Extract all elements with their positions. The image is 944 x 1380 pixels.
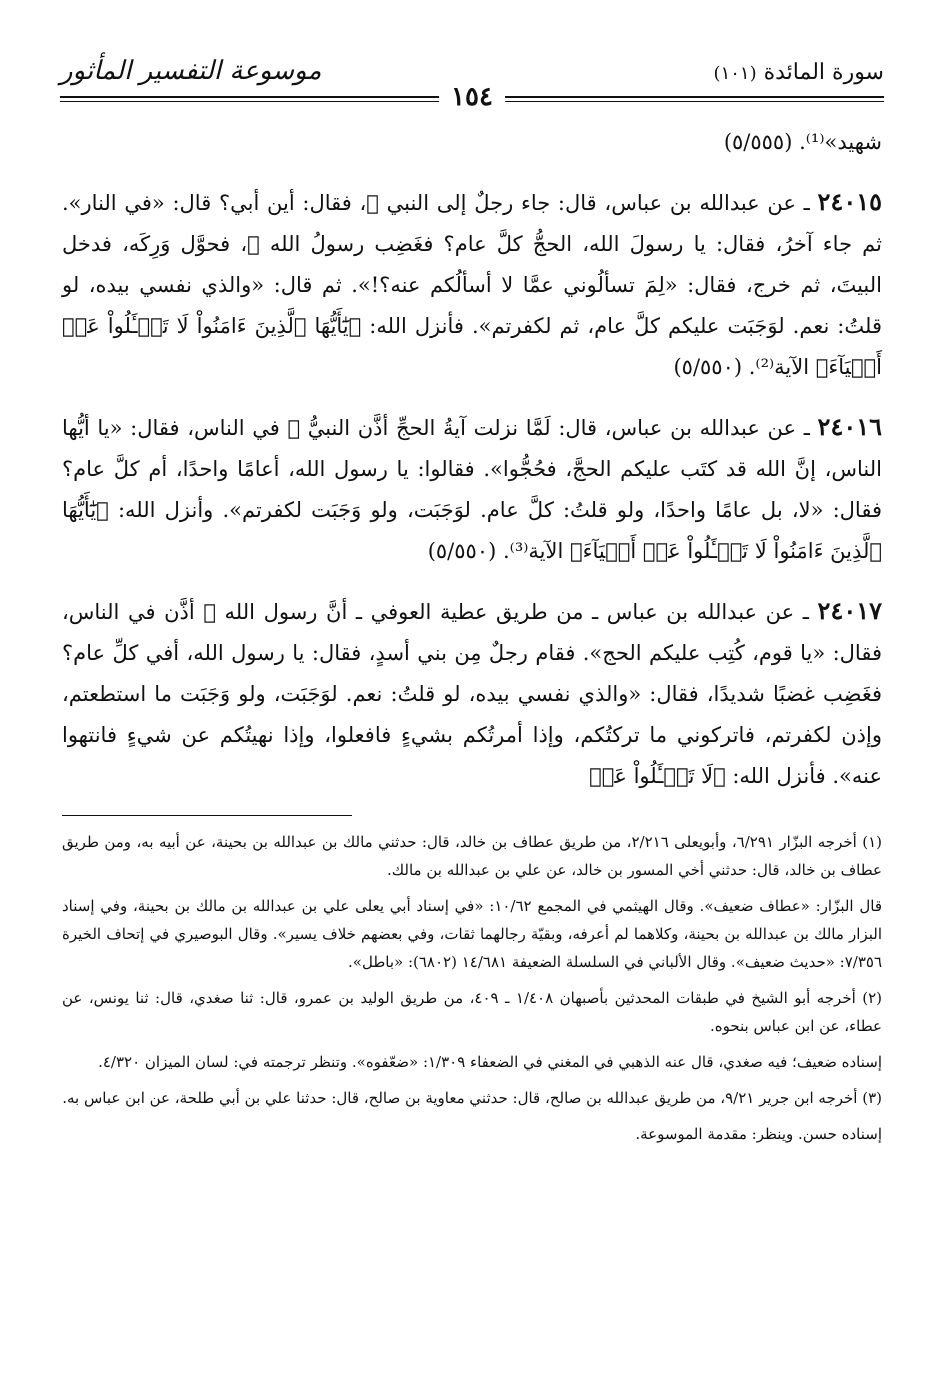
footnotes: [62, 828, 882, 1148]
footnote: (٣) أخرجه ابن جرير ٩/٢١، من طريق عبدالله بن صالح، قال: حدثني معاوية بن صالح، قال: حدثنا علي بن أبي طلحة، عن ابن عباس به.: [62, 1089, 882, 1107]
footnote: إسناده ضعيف؛ فيه صغدي، قال عنه الذهبي في المغني في الضعفاء ١/٣٠٩: «ضعّفوه». وتنظر ترجمته في: لسان الميزان ٤/٣٢٠.: [98, 1053, 882, 1071]
footnote: قال البزّار: «عطاف ضعيف». وقال الهيثمي في المجمع ١٠/٦٢: «في إسناد أبي يعلى علي بن عبدالله بن مالك بن بحينة، وفي إسناد البزار مالك بن عبدالله بن بحينة، وكلاهما لم أعرفه، وبقيّة رجالهما ثقات، وفي بعضهم خلاف يسير». وقال البوصيري في إتحاف الخيرة ٧/٣٥٦: «حديث ضعيف». وقال الألباني في السلسلة الضعيفة ١٤/٦٨١ (٦٨٠٢): «باطل».: [62, 897, 882, 971]
entry-text: شهيد»⁽¹⁾. (٥/٥٥٥): [723, 130, 882, 154]
entry-text: ـ عن عبدالله بن عباس ـ من طريق عطية العوفي ـ أنَّ رسول الله ﷺ أذَّن في الناس، فقال: «يا قوم، كُتِب عليكم الحج». فقام رجلٌ مِن بني أسدٍ، فقال: يا رسول الله، أفي كلِّ عام؟ فغَضِب غضبًا شديدًا، فقال: «والذي نفسي بيده، لو قلتُ: نعم. لوَجَبَت، ولو وَجَبَت ما استطعتم، وإذن لكفرتم، فاتركوني ما تركتُكم، وإذا أمرتُكم بشيءٍ فافعلوا، وإذا نهيتُكم عن شيءٍ فانتهوا عنه». فأنزل الله: ﴿لَا تَسۡـَٔلُواْ عَنۡ: [62, 600, 882, 788]
page-header: [60, 52, 884, 112]
surah-title: [714, 60, 884, 85]
footnote-separator: [62, 815, 352, 816]
footnote: (١) أخرجه البزّار ٦/٢٩١، وأبويعلى ٢/٢١٦، من طريق عطاف بن خالد، قال: حدثني مالك بن عبدالله بن بحينة، عن أبيه به، ومن طريق عطاف بن خالد، قال: حدثني أخي المسور بن خالد، عن علي بن عبدالله بن مالك.: [62, 833, 882, 879]
footnote: (٢) أخرجه أبو الشيخ في طبقات المحدثين بأصبهان ١/٤٠٨ ـ ٤٠٩، من طريق الوليد بن عمرو، قال: ثنا صغدي، قال: ثنا يونس، عن عطاء، عن ابن عباس بنحوه.: [62, 989, 883, 1035]
verse-number: (١٠١): [713, 63, 757, 84]
entry-text: ـ عن عبدالله بن عباس، قال: لَمَّا نزلت آيةُ الحجِّ أذَّن النبيُّ ﷺ في الناس، فقال: «يا أيُّها الناس، إنَّ الله قد كتَب عليكم الحجَّ، فحُجُّوا». فقالوا: يا رسول الله، أعامًا واحدًا، أم كلَّ عام؟ فقال: «لا، بل عامًا واحدًا، ولو قلتُ: كلَّ عام. لوَجَبَت، ولو وَجَبَت لكفرتم». وأنزل الله: ﴿يَٰٓأَيُّهَا ٱلَّذِينَ ءَامَنُواْ لَا تَسۡـَٔلُواْ عَنۡ أَشۡيَآءَ﴾ الآية⁽³⁾. (٥/٥٥٠): [62, 416, 882, 563]
main-text: [62, 122, 882, 797]
entry-text: ـ عن عبدالله بن عباس، قال: جاء رجلٌ إلى النبي ﷺ، فقال: أين أبي؟ قال: «في النار». ثم جاء آخرُ، فقال: يا رسولَ الله، الحجُّ كلَّ عام؟ فغَضِب رسولُ الله ﷺ، فحوَّل وَرِكَه، فدخل البيتَ، ثم خرج، فقال: «لِمَ تسألُوني عمَّا لا أسألُكم عنه؟!». ثم قال: «والذي نفسي بيده، لو قلتُ: نعم. لوَجَبَت عليكم كلَّ عام، ثم لكفرتم». فأنزل الله: ﴿يَٰٓأَيُّهَا ٱلَّذِينَ ءَامَنُواْ لَا تَسۡـَٔلُواْ عَنۡ أَشۡيَآءَ﴾ الآية⁽²⁾. (٥/٥٥٠): [62, 191, 882, 379]
hadith-entry: [62, 406, 882, 572]
surah-name: سورة المائدة: [763, 60, 884, 85]
footnote: إسناده حسن. وينظر: مقدمة الموسوعة.: [635, 1125, 882, 1143]
page-content: [62, 122, 882, 1156]
entry-number: ٢٤٠١٥: [817, 187, 882, 216]
hadith-entry: [62, 590, 882, 797]
entry-number: ٢٤٠١٧: [817, 596, 882, 625]
page-number: ١٥٤: [439, 82, 505, 112]
hadith-entry: [62, 181, 882, 388]
entry-continuation: [62, 122, 882, 163]
entry-number: ٢٤٠١٦: [817, 412, 882, 441]
book-title: موسوعة التفسير المأثور: [60, 56, 322, 86]
